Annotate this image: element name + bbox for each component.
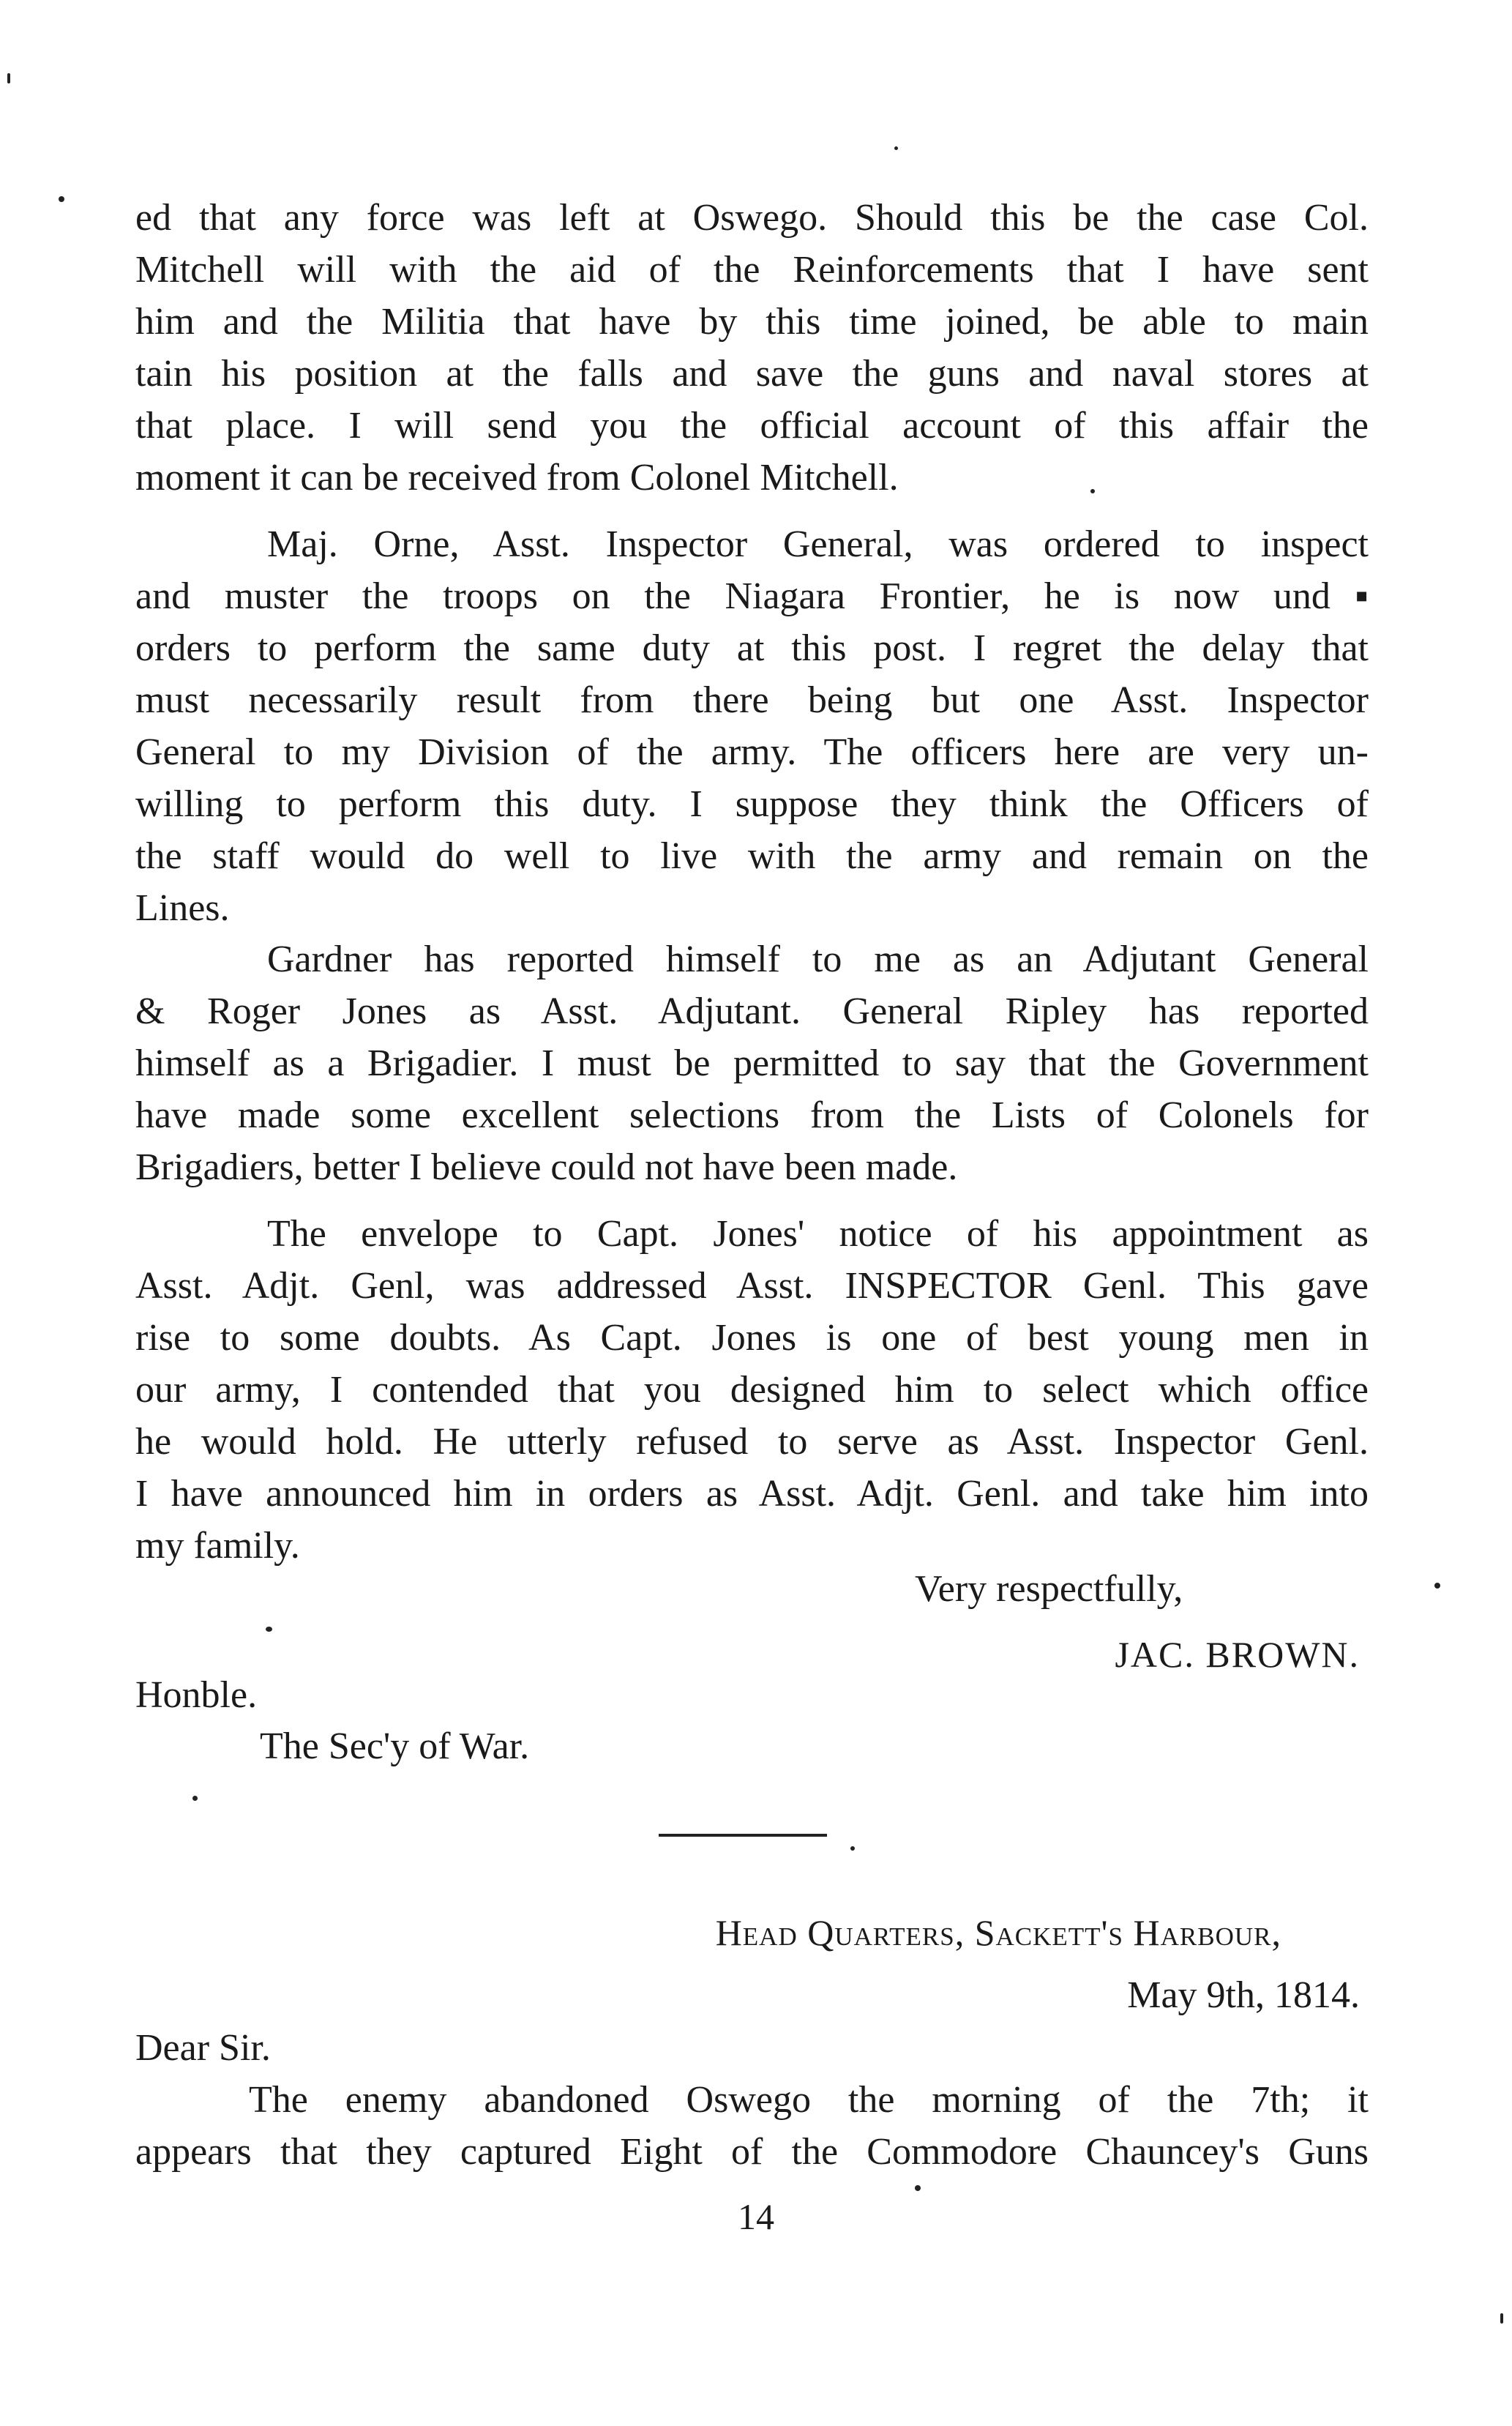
scan-speck (894, 146, 898, 150)
text-line: appears that they captured Eight of the Commodore Chauncey's Guns (135, 2131, 1369, 2173)
scan-speck (266, 1627, 272, 1632)
text-line: General to my Division of the army. The officers here are very un- (135, 731, 1369, 773)
text-line: have made some excellent selections from the Lists of Colonels for (135, 1094, 1369, 1136)
scan-speck (1090, 489, 1095, 493)
scan-speck (1500, 2313, 1503, 2324)
paragraph-1 (135, 192, 1369, 504)
text-line: the staff would do well to live with the army and remain on the (135, 835, 1369, 877)
text-line: I have announced him in orders as Asst. Adjt. Genl. and take him into (135, 1473, 1369, 1515)
address-honble: Honble. (135, 1674, 258, 1716)
text-line: willing to perform this duty. I suppose they think the Officers of (135, 783, 1369, 825)
paragraph-3 (135, 933, 1369, 1193)
text-line: rise to some doubts. As Capt. Jones is one of best young men in (135, 1317, 1369, 1359)
page-number: 14 (738, 2196, 774, 2237)
text-line: and muster the troops on the Niagara Frontier, he is now und▪ (135, 575, 1369, 617)
address-secretary: The Sec'y of War. (260, 1725, 530, 1767)
text-line: that place. I will send you the official account of this affair the (135, 405, 1369, 447)
text-line: & Roger Jones as Asst. Adjutant. General Ripley has reported (135, 990, 1369, 1032)
text-line: Maj. Orne, Asst. Inspector General, was ordered to inspect (267, 523, 1369, 565)
text-line: moment it can be received from Colonel Mitchell. (135, 457, 899, 499)
paragraph-2 (135, 518, 1369, 934)
scan-speck (59, 196, 64, 202)
text-line: The enemy abandoned Oswego the morning of the 7th; it (249, 2079, 1369, 2121)
signature: JAC. BROWN. (1115, 1634, 1360, 1675)
section-divider (659, 1834, 827, 1837)
text-line: himself as a Brigadier. I must be permitted to say that the Government (135, 1042, 1369, 1084)
scan-speck (7, 73, 10, 83)
salutation: Dear Sir. (135, 2027, 271, 2069)
letter-date: May 9th, 1814. (1127, 1974, 1360, 2016)
text-line: him and the Militia that have by this time joined, be able to main (135, 301, 1369, 343)
letter2-body (135, 2074, 1369, 2178)
scan-speck (915, 2185, 921, 2191)
paragraph-4 (135, 1208, 1369, 1572)
text-line: Lines. (135, 887, 230, 929)
text-line: Brigadiers, better I believe could not have been made. (135, 1146, 958, 1188)
text-line: tain his position at the falls and save the guns and naval stores at (135, 353, 1369, 395)
scan-speck (850, 1846, 855, 1851)
scan-speck (192, 1796, 198, 1801)
text-line: Mitchell will with the aid of the Reinforcements that I have sent (135, 249, 1369, 291)
text-line: he would hold. He utterly refused to serve as Asst. Inspector Genl. (135, 1421, 1369, 1463)
text-line: ed that any force was left at Oswego. Should this be the case Col. (135, 197, 1369, 239)
text-line: my family. (135, 1525, 300, 1567)
text-line: Gardner has reported himself to me as an Adjutant General (267, 938, 1369, 980)
text-line: Asst. Adjt. Genl, was addressed Asst. INSPECTOR Genl. This gave (135, 1265, 1369, 1307)
text-line: must necessarily result from there being but one Asst. Inspector (135, 679, 1369, 721)
letter-heading: Head Quarters, Sackett's Harbour, (715, 1912, 1281, 1953)
text-line: orders to perform the same duty at this post. I regret the delay that (135, 627, 1369, 669)
closing: Very respectfully, (915, 1568, 1183, 1610)
scan-speck (1434, 1583, 1440, 1589)
text-line: our army, I contended that you designed him to select which office (135, 1369, 1369, 1411)
text-line: The envelope to Capt. Jones' notice of his appointment as (267, 1213, 1369, 1255)
